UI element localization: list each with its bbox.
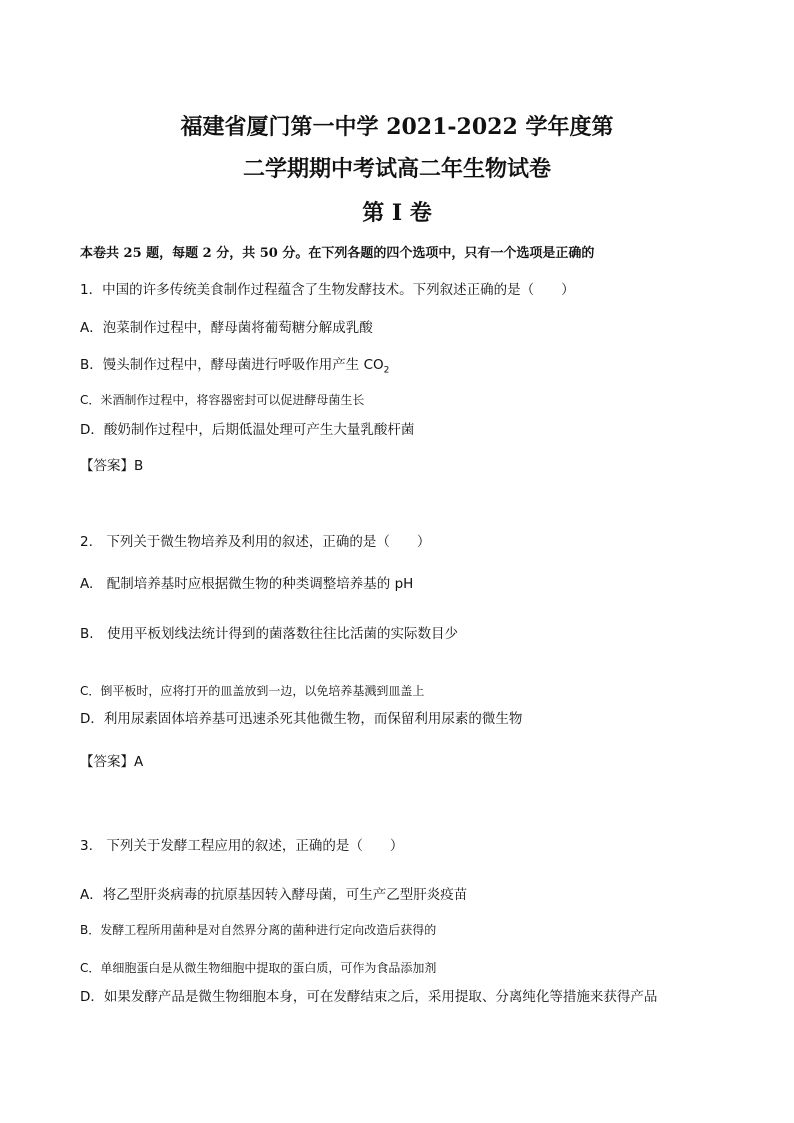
question-3-stem: 3. 下列关于发酵工程应用的叙述，正确的是（ ） [80,838,404,854]
question-3-option-d: D．如果发酵产品是微生物细胞本身，可在发酵结束之后，采用提取、分离纯化等措施来获得产品 [80,989,658,1005]
question-2-answer: 【答案】A [80,754,144,770]
question-2-option-a: A. 配制培养基时应根据微生物的种类调整培养基的 pH [80,576,414,592]
question-2-stem: 2. 下列关于微生物培养及利用的叙述，正确的是（ ） [80,534,431,550]
co2-formula: $CO_2$ [363,357,390,376]
question-3-option-b: B．发酵工程所用菌种是对自然界分离的菌种进行定向改造后获得的 [80,923,437,937]
question-3-option-c: C．单细胞蛋白是从微生物细胞中提取的蛋白质，可作为食品添加剂 [80,961,437,975]
question-1-option-b-text: B．馒头制作过程中，酵母菌进行呼吸作用产生 [80,357,360,373]
question-1-option-b [80,353,389,376]
question-2-option-c: C．倒平板时，应将打开的皿盖放到一边，以免培养基溅到皿盖上 [80,684,425,698]
title-line-2: 二学期期中考试高二年生物试卷 [242,156,551,182]
question-1-option-c: C．米酒制作过程中，将容器密封可以促进酵母菌生长 [80,393,365,407]
question-2-option-b: B. 使用平板划线法统计得到的菌落数往往比活菌的实际数目少 [80,626,459,642]
question-2-option-d: D．利用尿素固体培养基可迅速杀死其他微生物，而保留利用尿素的微生物 [80,711,523,727]
section-intro: 本卷共 25 题，每题 2 分，共 50 分。在下列各题的四个选项中，只有一个选项是正确的 [80,246,595,261]
question-1-stem: 1．中国的许多传统美食制作过程蕴含了生物发酵技术。下列叙述正确的是（ ） [80,282,575,298]
title-line-1: 福建省厦门第一中学 2021-2022 学年度第 [180,114,614,140]
question-1-option-d: D．酸奶制作过程中，后期低温处理可产生大量乳酸杆菌 [80,422,415,438]
question-3-option-a: A．将乙型肝炎病毒的抗原基因转入酵母菌，可生产乙型肝炎疫苗 [80,887,468,903]
question-1-answer: 【答案】B [80,458,144,474]
question-1-option-a: A．泡菜制作过程中，酵母菌将葡萄糖分解成乳酸 [80,320,373,336]
section-heading: 第 I 卷 [362,200,432,226]
